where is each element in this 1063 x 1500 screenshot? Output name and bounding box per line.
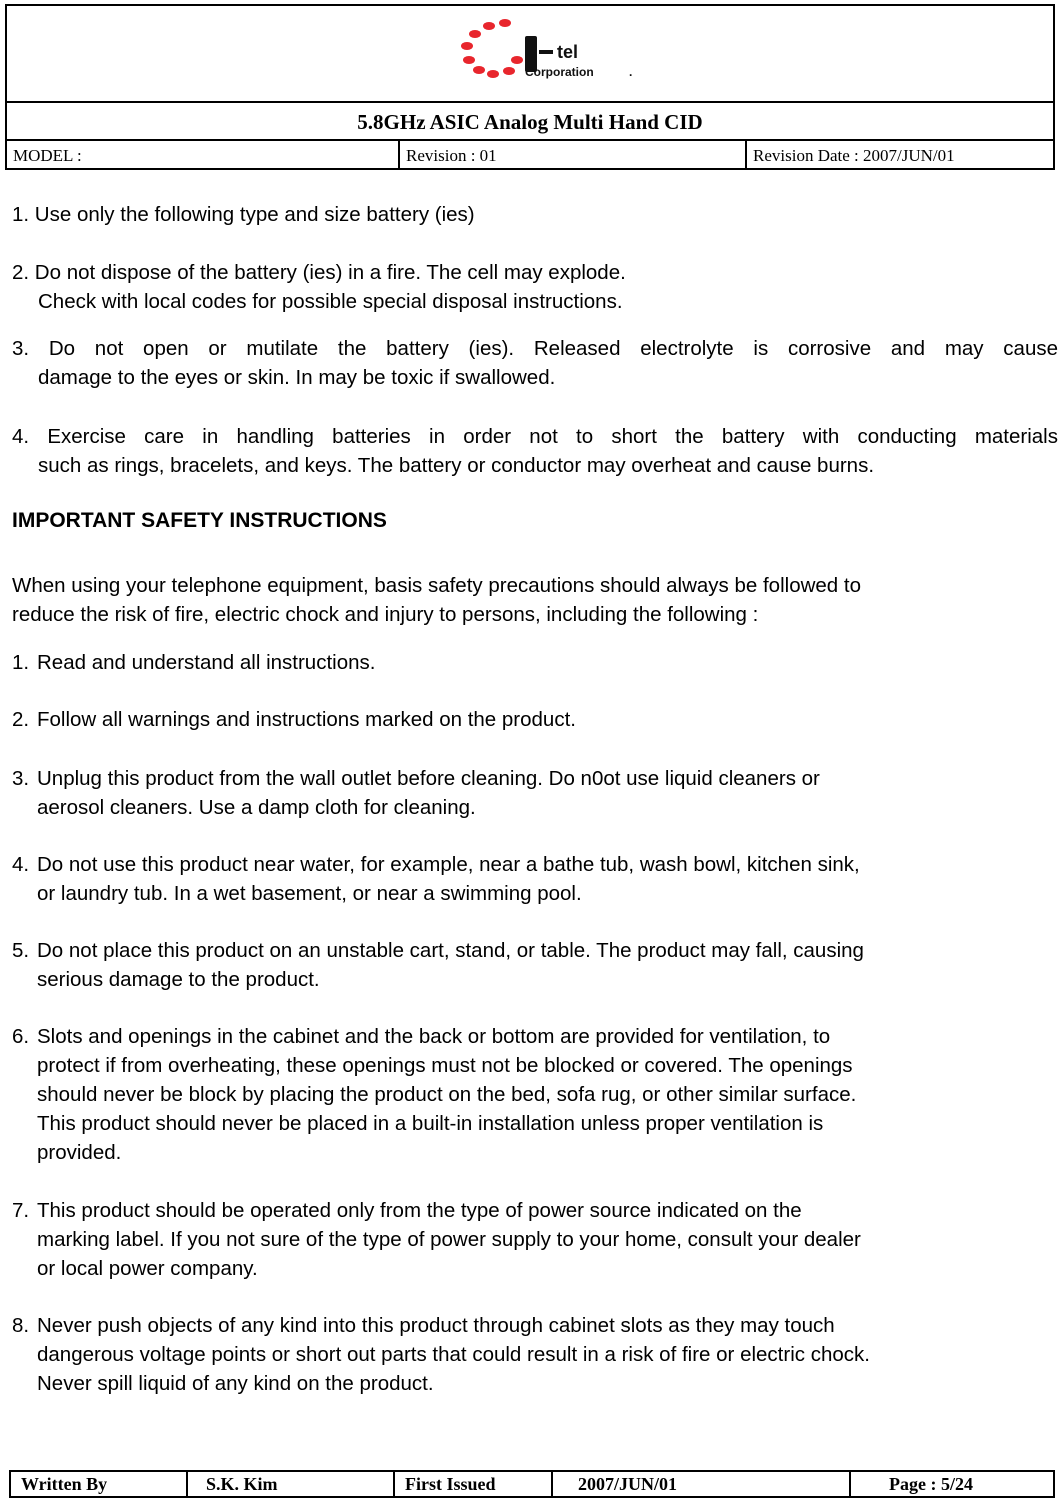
document-title: 5.8GHz ASIC Analog Multi Hand CID [7,103,1053,141]
logo-text-sub: Corporation [525,65,594,79]
safety-heading: IMPORTANT SAFETY INSTRUCTIONS [12,509,387,532]
company-logo-icon [459,16,649,88]
logo-cell [7,6,1053,103]
logo-dot [487,70,499,78]
battery-item-1: 1. Use only the following type and size battery (ies) [12,203,475,226]
safety-intro: When using your telephone equipment, basis safety precautions should always be followed to reduce the risk of fire, electric chock and injury to persons, including the following : [12,574,861,626]
document-header [5,4,1055,170]
written-by-label: Written By [11,1472,188,1496]
first-issued-label: First Issued [395,1472,553,1496]
document-footer [9,1470,1055,1498]
page-number: Page : 5/24 [889,1474,973,1494]
logo-dot [483,22,495,30]
logo-dash [539,50,553,54]
battery-item-3: 3. Do not open or mutilate the battery (ies). Released electrolyte is corrosive and may cause damage to the eyes or skin. In may be toxic if swallowed. [12,337,1058,389]
written-by-value: S.K. Kim [188,1472,395,1496]
logo-dot [503,67,515,75]
battery-item-4: 4. Exercise care in handling batteries in order not to short the battery with conducting materials such as rings, bracelets, and keys. The battery or conductor may overheat and cause burns. [12,425,1058,477]
logo-dots [461,19,523,78]
logo-text-main: tel [557,42,579,62]
logo-dot [511,56,523,64]
first-issued-value: 2007/JUN/01 [553,1472,851,1496]
logo-dot [463,56,475,64]
logo-dot [469,30,481,38]
header-meta-row [7,141,1053,170]
logo-dot [461,42,473,50]
svg-text:.: . [629,65,633,79]
battery-item-2: 2. Do not dispose of the battery (ies) in a fire. The cell may explode. Check with local codes for possible special disposal instructions. [12,261,626,313]
model-field: MODEL : [7,141,400,170]
logo-dot [499,19,511,27]
revision-field: Revision : 01 [400,141,747,170]
revision-date-field: Revision Date : 2007/JUN/01 [753,146,955,165]
logo-dot [473,66,485,74]
